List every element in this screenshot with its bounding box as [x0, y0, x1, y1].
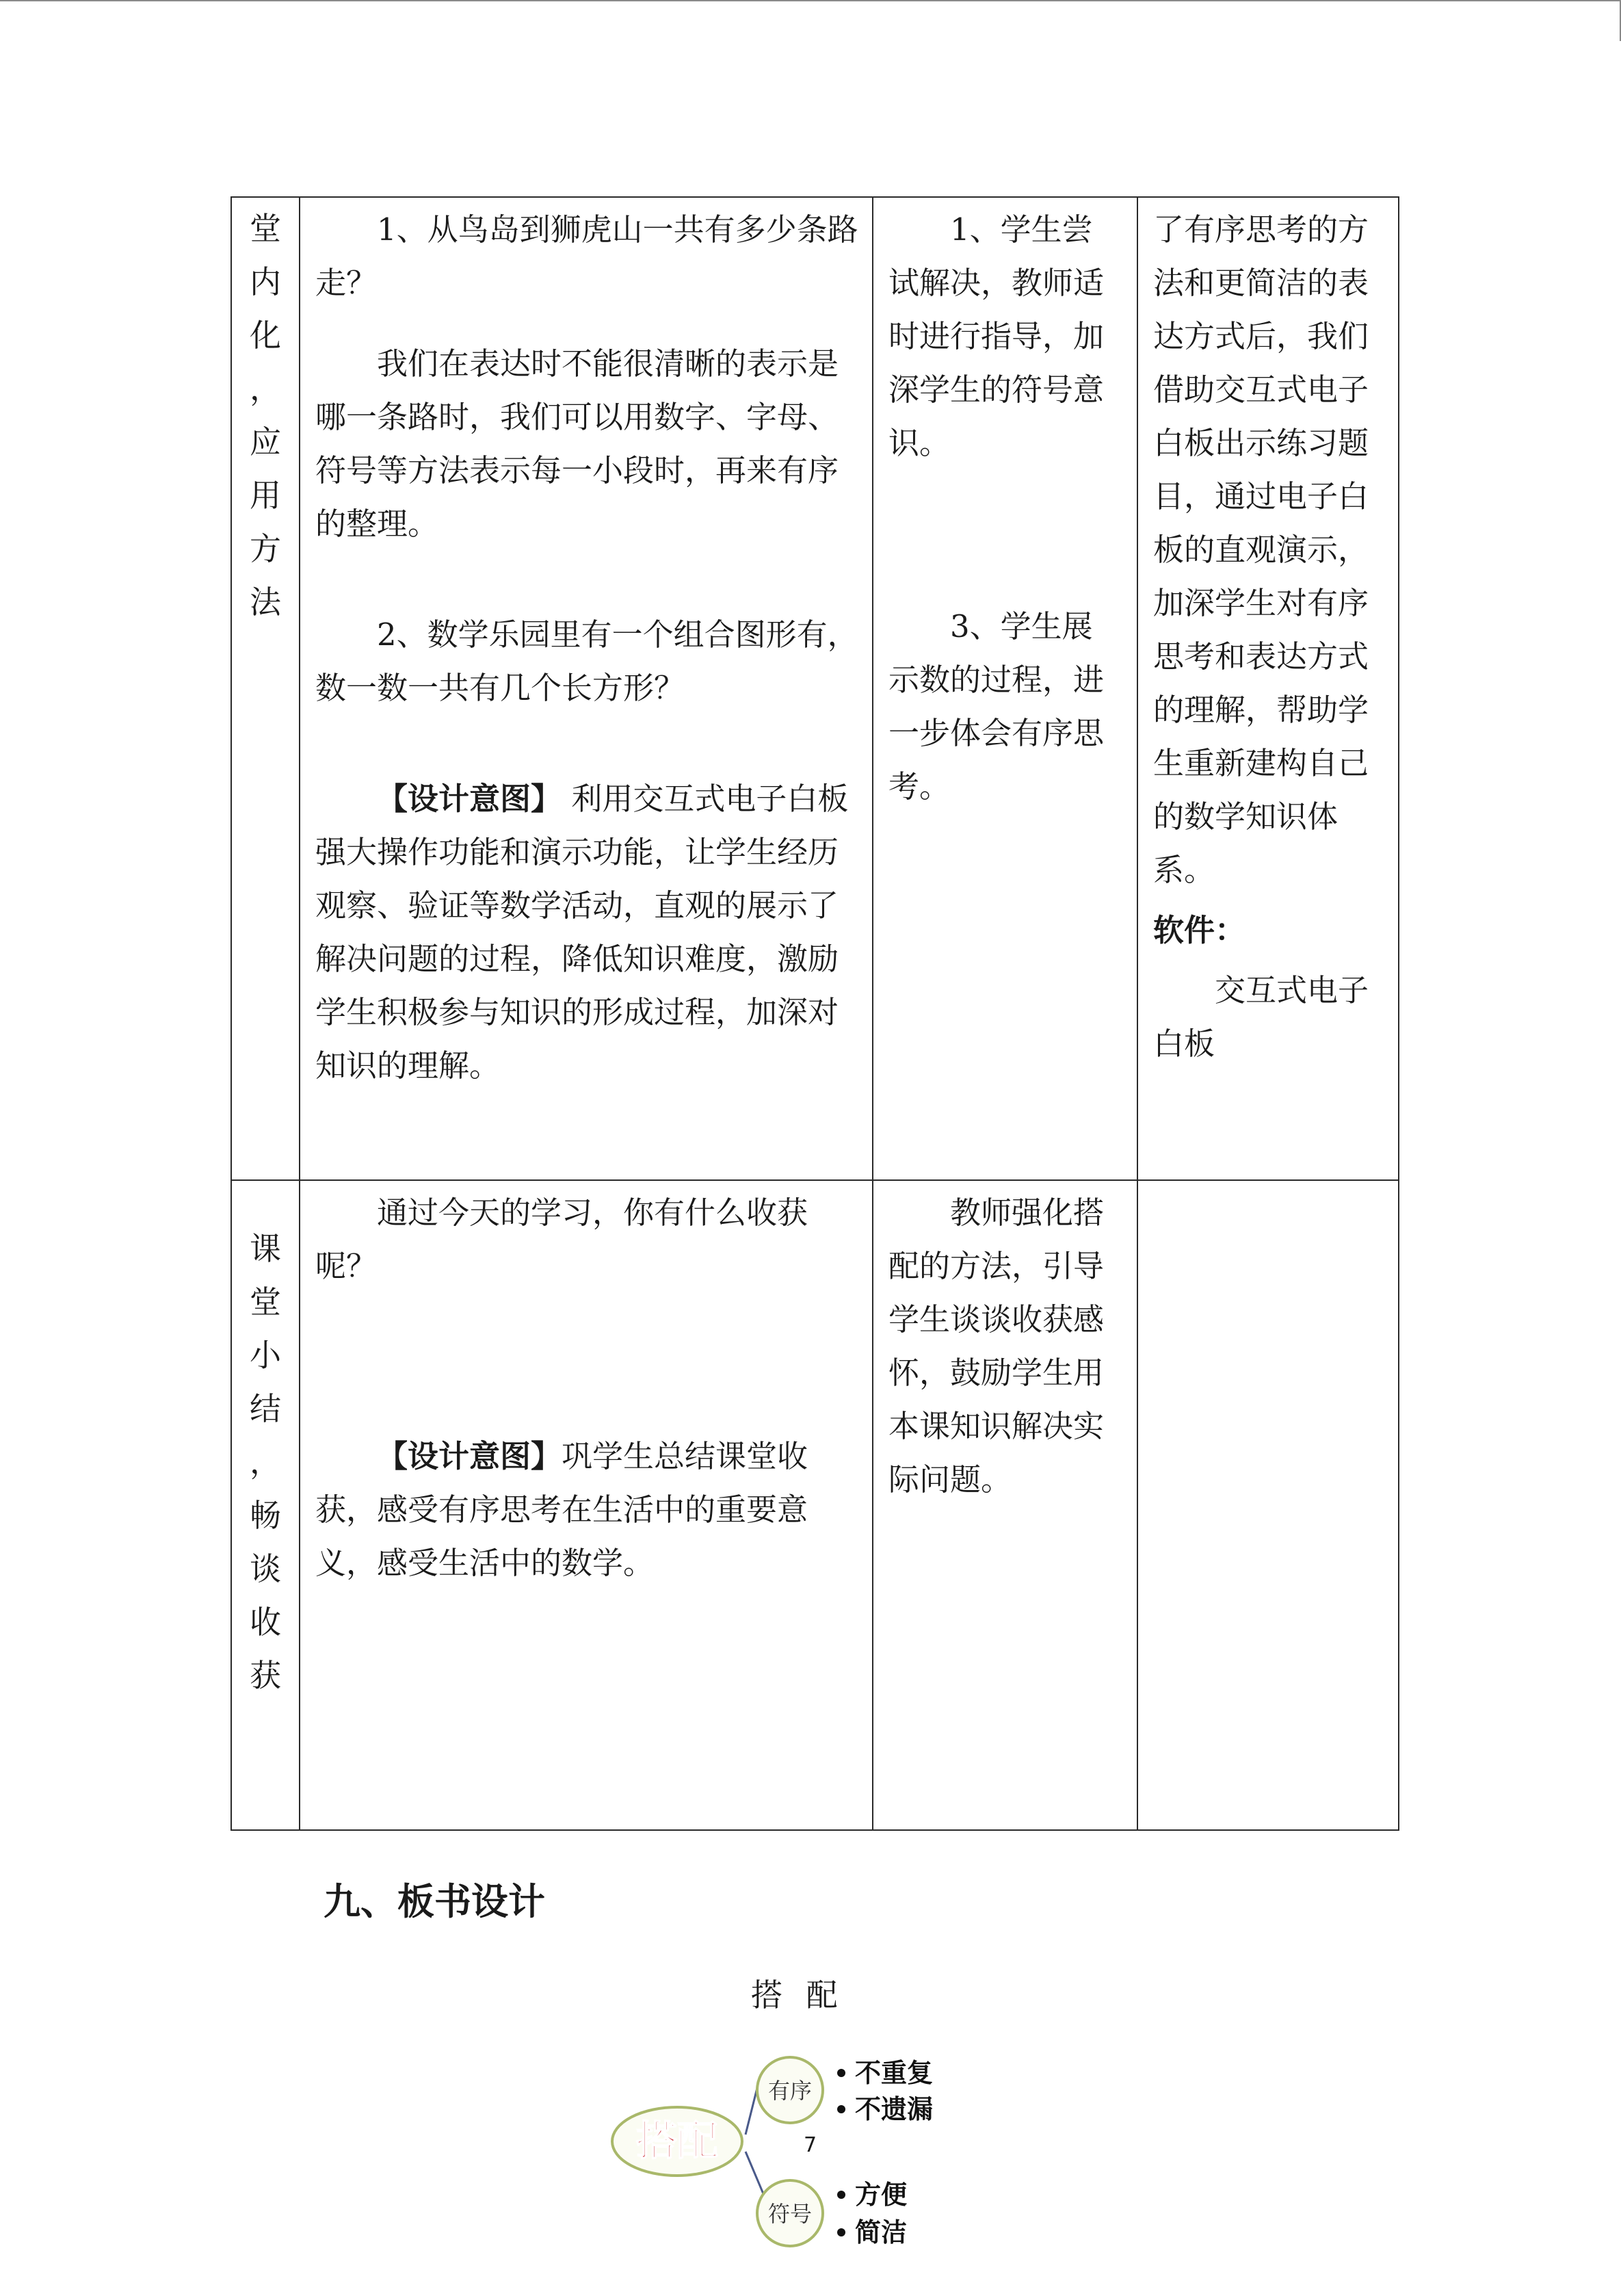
design-intent: 【设计意图】 利用交互式电子白板强大操作功能和演示功能，让学生经历观察、验证等数学活动，直观的展示了解决问题的过程，降低知识难度，激励学生积极参与知识的形成过程，加深对知识的理解。: [315, 781, 849, 1084]
design-intent: 【设计意图】巩学生总结课堂收获，感受有序思考在生活中的重要意义，感受生活中的数学。: [315, 1438, 808, 1581]
question-2: 2、数学乐园里有一个组合图形有，数一数一共有几个长方形？: [315, 616, 858, 706]
center-node-label: 搭配: [636, 2117, 718, 2165]
design-intent-label: 【设计意图】: [377, 781, 562, 817]
table-row: [231, 1180, 1399, 1830]
section-heading: 九、板书设计: [324, 1880, 545, 1923]
student-answer-3: 3、学生展示数的过程，进一步体会有序思考。: [888, 608, 1105, 805]
table-row: [231, 197, 1399, 1180]
stage-cell: 课 堂 小 结 ， 畅 谈 收 获: [231, 1180, 300, 1830]
student-activity-cell: [873, 197, 1137, 1180]
bullet-icon: [837, 2191, 845, 2199]
board-title: 搭 配: [751, 1977, 845, 2013]
bottom-node-label: 符号: [767, 2201, 813, 2227]
stage-cell: 堂 内 化 ， 应 用 方 法: [231, 197, 300, 1180]
bullet-icon: [837, 2228, 845, 2236]
page-number: 7: [804, 2133, 817, 2157]
question-1-note: 我们在表达时不能很清晰的表示是哪一条路时，我们可以用数字、字母、符号等方法表示每一小段时，再来有序的整理。: [315, 345, 839, 542]
software-label: 软件：: [1153, 912, 1246, 948]
teacher-activity-cell: [873, 1180, 1137, 1830]
bottom-item: 方便: [855, 2180, 908, 2210]
page-top-edge: [0, 0, 1620, 1]
top-item: 不遗漏: [855, 2094, 934, 2124]
student-answer-1: 1、学生尝试解决，教师适时进行指导，加深学生的符号意识。: [888, 211, 1105, 461]
summary-question: 通过今天的学习，你有什么收获呢？: [315, 1195, 808, 1284]
teacher-text: 教师强化搭配的方法，引导学生谈谈收获感怀，鼓励学生用本课知识解决实际问题。: [888, 1195, 1105, 1498]
bullet-icon: [837, 2105, 845, 2113]
top-node-label: 有序: [767, 2078, 813, 2104]
lesson-plan-table: [230, 196, 1399, 1831]
content-cell: [300, 1180, 873, 1830]
top-item: 不重复: [855, 2058, 934, 2088]
software-value: 交互式电子白板: [1153, 972, 1369, 1062]
bullet-icon: [837, 2069, 845, 2077]
board-diagram: [609, 2039, 964, 2258]
empty-notes-cell: [1137, 1180, 1399, 1830]
bottom-item: 简洁: [855, 2217, 908, 2247]
design-intent-label: 【设计意图】: [377, 1438, 562, 1474]
notes-cell: [1137, 197, 1399, 1180]
question-1: 1、从鸟岛到狮虎山一共有多少条路走？: [315, 211, 858, 301]
content-cell: [300, 197, 873, 1180]
notes-text: 了有序思考的方法和更简洁的表达方式后，我们借助交互式电子白板出示练习题目，通过电子白板的直观演示，加深学生对有序思考和表达方式的理解，帮助学生重新建构自己的数学知识体系。: [1153, 211, 1369, 888]
